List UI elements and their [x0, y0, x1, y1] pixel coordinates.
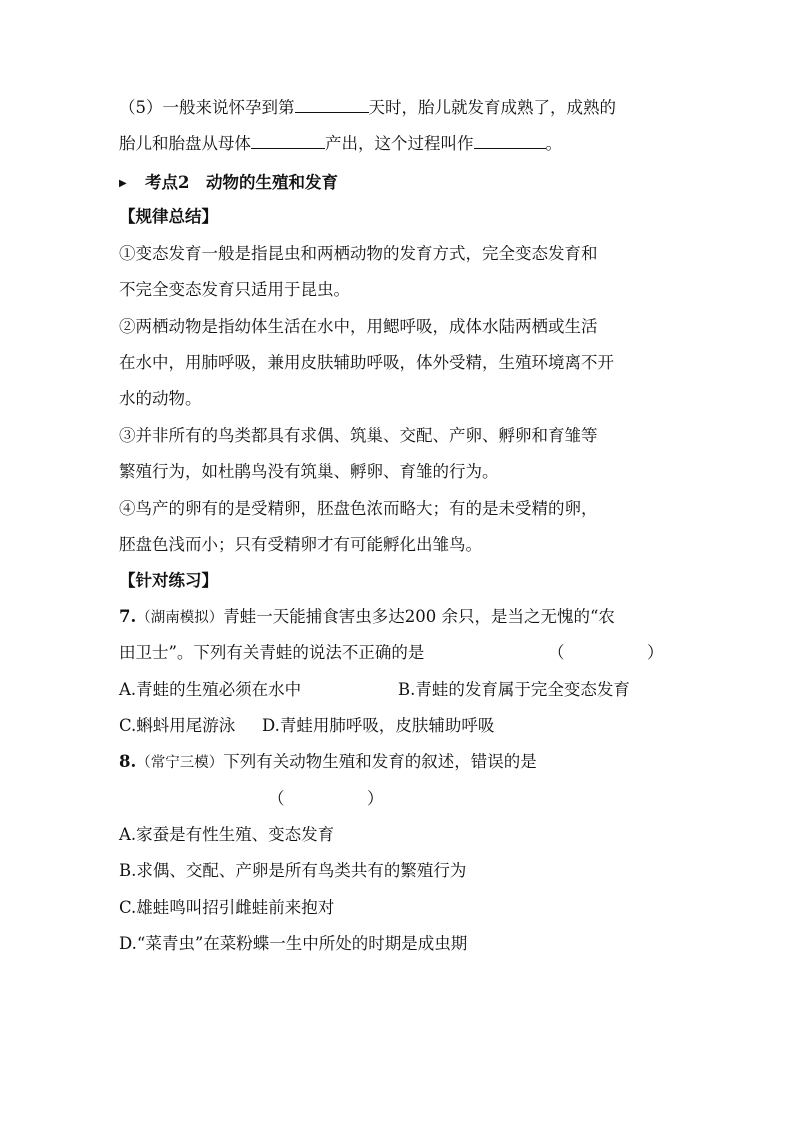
summary-line: 胚盘色浅而小；只有受精卵才有可能孵化出雏鸟。 — [119, 535, 482, 554]
summary-line: 繁殖行为，如杜鹃鸟没有筑巢、孵卵、育雏的行为。 — [119, 462, 499, 481]
summary-line: 水的动物。 — [119, 389, 202, 408]
q8-option-d: D.“菜青虫”在菜粉蝶一生中所处的时期是成虫期 — [119, 934, 468, 953]
q5-blank-3[interactable] — [474, 134, 546, 149]
q8-option-b: B.求偶、交配、产卵是所有鸟类共有的繁殖行为 — [119, 861, 467, 880]
summary-line: ③并非所有的鸟类都具有求偶、筑巢、交配、产卵、孵卵和育雏等 — [119, 426, 598, 445]
q5-blank-1[interactable] — [295, 98, 369, 113]
q7-option-c: C.蝌蚪用尾游泳 — [119, 716, 236, 735]
q5-blank-2[interactable] — [251, 134, 325, 149]
q7-source: （湖南模拟） — [136, 610, 224, 626]
q5-line-2: 胎儿和胎盘从母体 产出，这个过程叫作 。 — [119, 134, 562, 153]
q7-line-2: 田卫士”。下列有关青蛙的说法不正确的是 — [119, 643, 425, 662]
summary-line: 不完全变态发育只适用于昆虫。 — [119, 280, 350, 299]
q7-option-a: A.青蛙的生殖必须在水中 — [119, 680, 302, 699]
q8-option-a: A.家蚕是有性生殖、变态发育 — [119, 825, 335, 844]
q5-line-1: （5）一般来说怀孕到第 天时，胎儿就发育成熟了，成熟的 — [119, 98, 616, 117]
summary-line: ②两栖动物是指幼体生活在水中，用鳃呼吸，成体水陆两栖或生活 — [119, 317, 598, 336]
q8-number: 8. — [119, 752, 137, 771]
q8-line-1: 8.（常宁三模）下列有关动物生殖和发育的叙述，错误的是 — [119, 752, 537, 771]
summary-title: 【规律总结】 — [119, 207, 218, 226]
triangle-marker-icon: ▶ — [119, 178, 127, 189]
q7-line-1: 7.（湖南模拟）青蛙一天能捕食害虫多达200 余只，是当之无愧的“农 — [119, 607, 615, 626]
q8-answer-paren[interactable]: （ ） — [268, 789, 384, 808]
q7-option-d: D.青蛙用肺呼吸，皮肤辅助呼吸 — [262, 716, 495, 735]
practice-title: 【针对练习】 — [119, 571, 218, 590]
section-label: 考点2 动物的生殖和发育 — [145, 173, 338, 192]
summary-line: ④鸟产的卵有的是受精卵，胚盘色浓而略大；有的是未受精的卵， — [119, 499, 598, 518]
q7-option-b: B.青蛙的发育属于完全变态发育 — [398, 680, 630, 699]
q7-number: 7. — [119, 607, 137, 626]
q8-option-c: C.雄蛙鸣叫招引雌蛙前来抱对 — [119, 898, 335, 917]
section-heading — [119, 172, 338, 195]
q7-answer-paren[interactable]: （ ） — [548, 643, 664, 662]
summary-line: ①变态发育一般是指昆虫和两栖动物的发育方式，完全变态发育和 — [119, 244, 598, 263]
summary-line: 在水中，用肺呼吸，兼用皮肤辅助呼吸，体外受精，生殖环境离不开 — [119, 353, 614, 372]
q8-source: （常宁三模） — [136, 755, 224, 771]
